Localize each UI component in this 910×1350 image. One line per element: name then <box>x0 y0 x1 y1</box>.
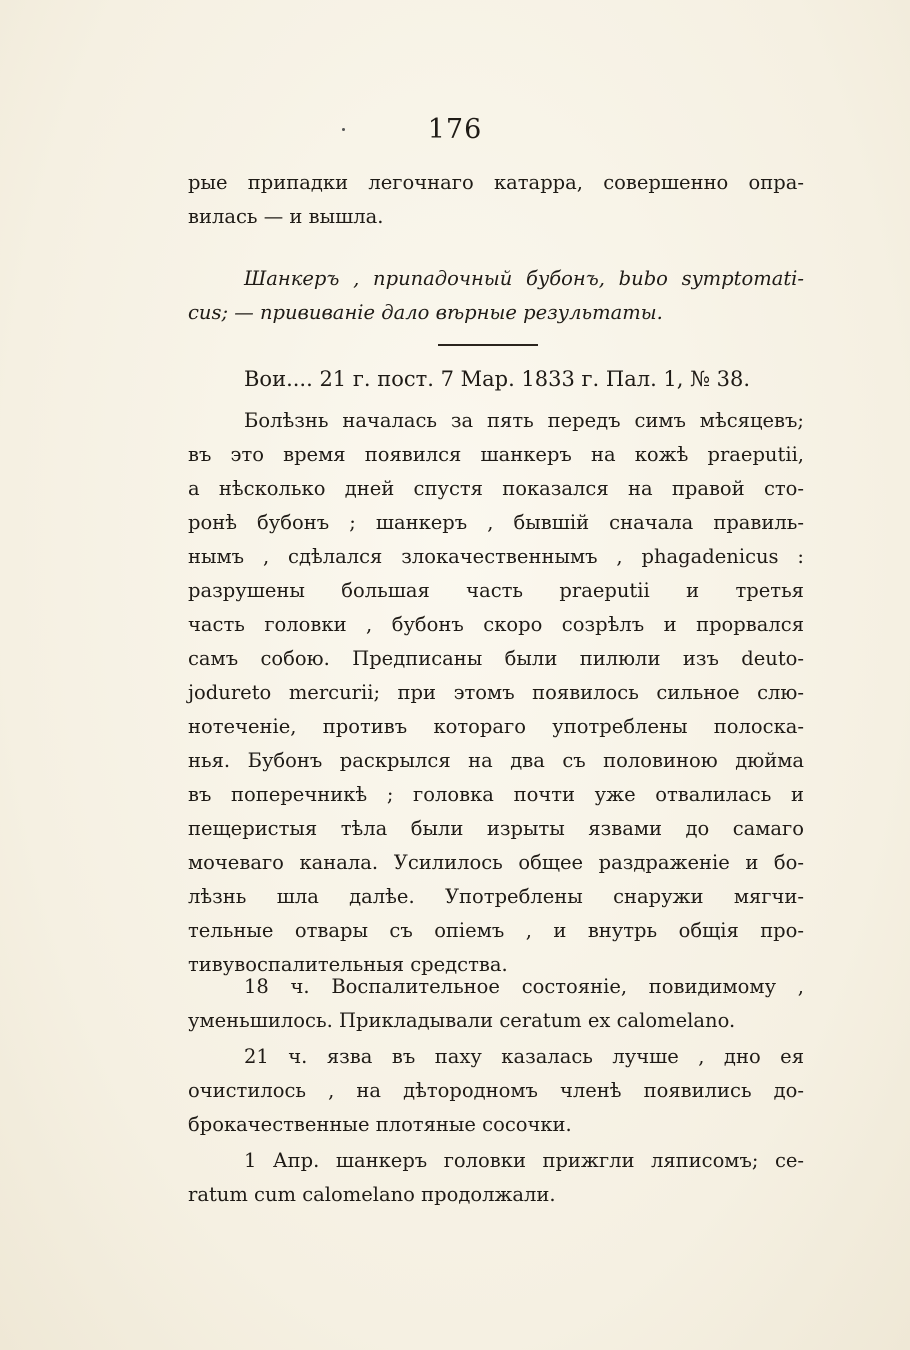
paragraph-day-21 <box>188 1040 804 1142</box>
text-line: ронѣ бубонъ ; шанкеръ , бывшiй сначала правиль- <box>188 511 804 534</box>
paragraph-april-1 <box>188 1144 804 1212</box>
text-line: нья. Бубонъ раскрылся на два съ половиною дюйма <box>188 749 804 772</box>
text-line: jodureto mercurii; при этомъ появилось сильное слю- <box>188 681 804 704</box>
text-line: мочеваго канала. Усилилось общее раздраженiе и бо- <box>188 851 804 874</box>
text-line: очистилось , на дѣтородномъ членѣ появились до- <box>188 1079 804 1102</box>
text-line: лѣзнь шла далѣе. Употреблены снаружи мягчи- <box>188 885 804 908</box>
section-divider <box>438 344 538 346</box>
text-line: Вои.... 21 г. пост. 7 Мар. 1833 г. Пал. 1, № 38. <box>244 367 751 391</box>
paragraph-continuation <box>188 166 804 234</box>
text-line: нотеченiе, противъ котораго употреблены полоска- <box>188 715 804 738</box>
case-title <box>188 262 804 330</box>
text-line: тельные отвары съ опiемъ , и внутрь общiя про- <box>188 919 804 942</box>
text-line: Болѣзнь началась за пять передъ симъ мѣсяцевъ; <box>244 409 804 432</box>
text-line: пещеристыя тѣла были изрыты язвами до самаго <box>188 817 804 840</box>
text-line: брокачественные плотяные сосочки. <box>188 1113 572 1136</box>
text-line: нымъ , сдѣлался злокачественнымъ , phagadenicus : <box>188 545 804 568</box>
text-line: уменьшилось. Прикладывали ceratum ex calomelano. <box>188 1009 736 1032</box>
paragraph-day-18 <box>188 970 804 1038</box>
text-line: Шанкеръ , припадочный бубонъ, bubo symptomati- <box>244 267 804 290</box>
text-line: а нѣсколько дней спустя показался на правой сто- <box>188 477 804 500</box>
text-line: тивувоспалительныя средства. <box>188 953 508 976</box>
text-line: рые припадки легочнаго катарра, совершенно опра- <box>188 171 804 194</box>
text-line: вилась — и вышла. <box>188 205 384 228</box>
text-line: часть головки , бубонъ скоро созрѣлъ и прорвался <box>188 613 804 636</box>
text-line: въ поперечникѣ ; головка почти уже отвалилась и <box>188 783 804 806</box>
text-line: cus; — прививанiе дало вѣрные результаты. <box>188 301 663 324</box>
text-line: разрушены большая часть praeputii и третья <box>188 579 804 602</box>
text-line: въ это время появился шанкеръ на кожѣ praeputii, <box>188 443 804 466</box>
text-line: 18 ч. Воспалительное состоянiе, повидимому , <box>244 975 804 998</box>
page-number: 176 <box>427 114 483 145</box>
text-line: самъ собою. Предписаны были пилюли изъ deuto- <box>188 647 804 670</box>
text-line: ratum cum calomelano продолжали. <box>188 1183 556 1206</box>
patient-line <box>188 362 804 396</box>
text-line: 21 ч. язва въ паху казалась лучше , дно ея <box>244 1045 804 1068</box>
paragraph-history <box>188 404 804 982</box>
text-line: 1 Апр. шанкеръ головки прижгли ляписомъ; ce- <box>244 1149 804 1172</box>
